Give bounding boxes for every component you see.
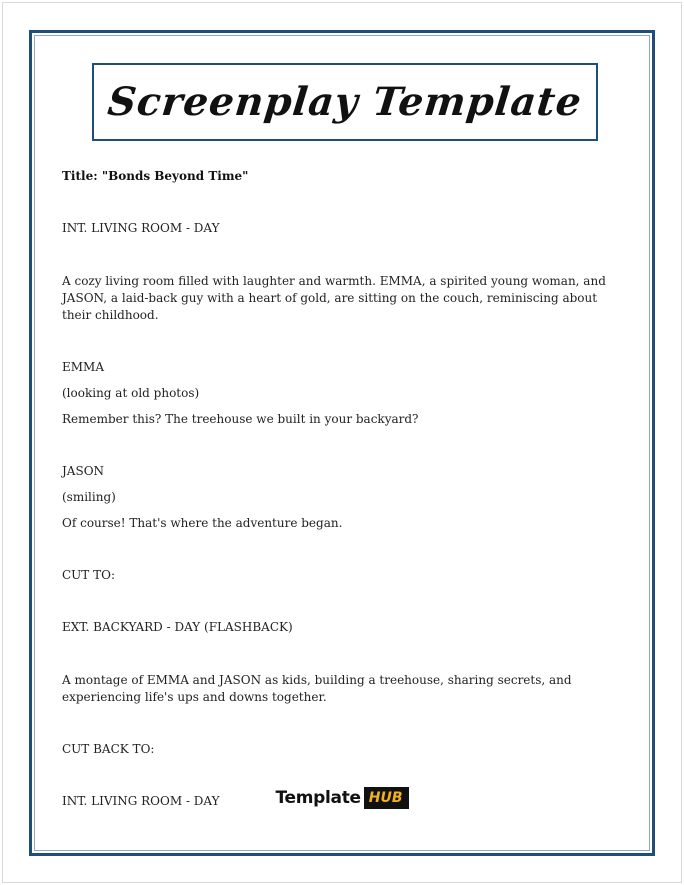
logo-badge: HUB [364,787,409,809]
character-name: EMMA [62,360,104,374]
title-box [92,63,598,141]
scene-heading: EXT. BACKYARD - DAY (FLASHBACK) [62,620,293,634]
screenplay-body [62,162,622,810]
parenthetical: (smiling) [62,490,116,504]
action-paragraph: A cozy living room filled with laughter and warmth. EMMA, a spirited young woman, and JASON, a laid-back guy with a heart of gold, are sitting on the couch, reminiscing about their childhood. [62,274,606,322]
transition: CUT TO: [62,568,115,582]
action-paragraph: A montage of EMMA and JASON as kids, building a treehouse, sharing secrets, and experiencing life's ups and downs together. [62,673,572,704]
dialogue: Remember this? The treehouse we built in your backyard? [62,412,419,426]
screenplay-title: Title: "Bonds Beyond Time" [62,169,249,183]
transition: CUT BACK TO: [62,742,155,756]
scene-heading: INT. LIVING ROOM - DAY [62,794,220,808]
page-title: Screenplay Template [105,79,585,125]
logo-wordmark: Template [275,788,361,808]
character-name: JASON [62,464,105,478]
scene-heading: INT. LIVING ROOM - DAY [62,221,220,235]
parenthetical: (looking at old photos) [62,386,200,400]
footer-logo [0,787,684,809]
dialogue: Of course! That's where the adventure began. [62,516,343,530]
document-frame [29,30,655,856]
